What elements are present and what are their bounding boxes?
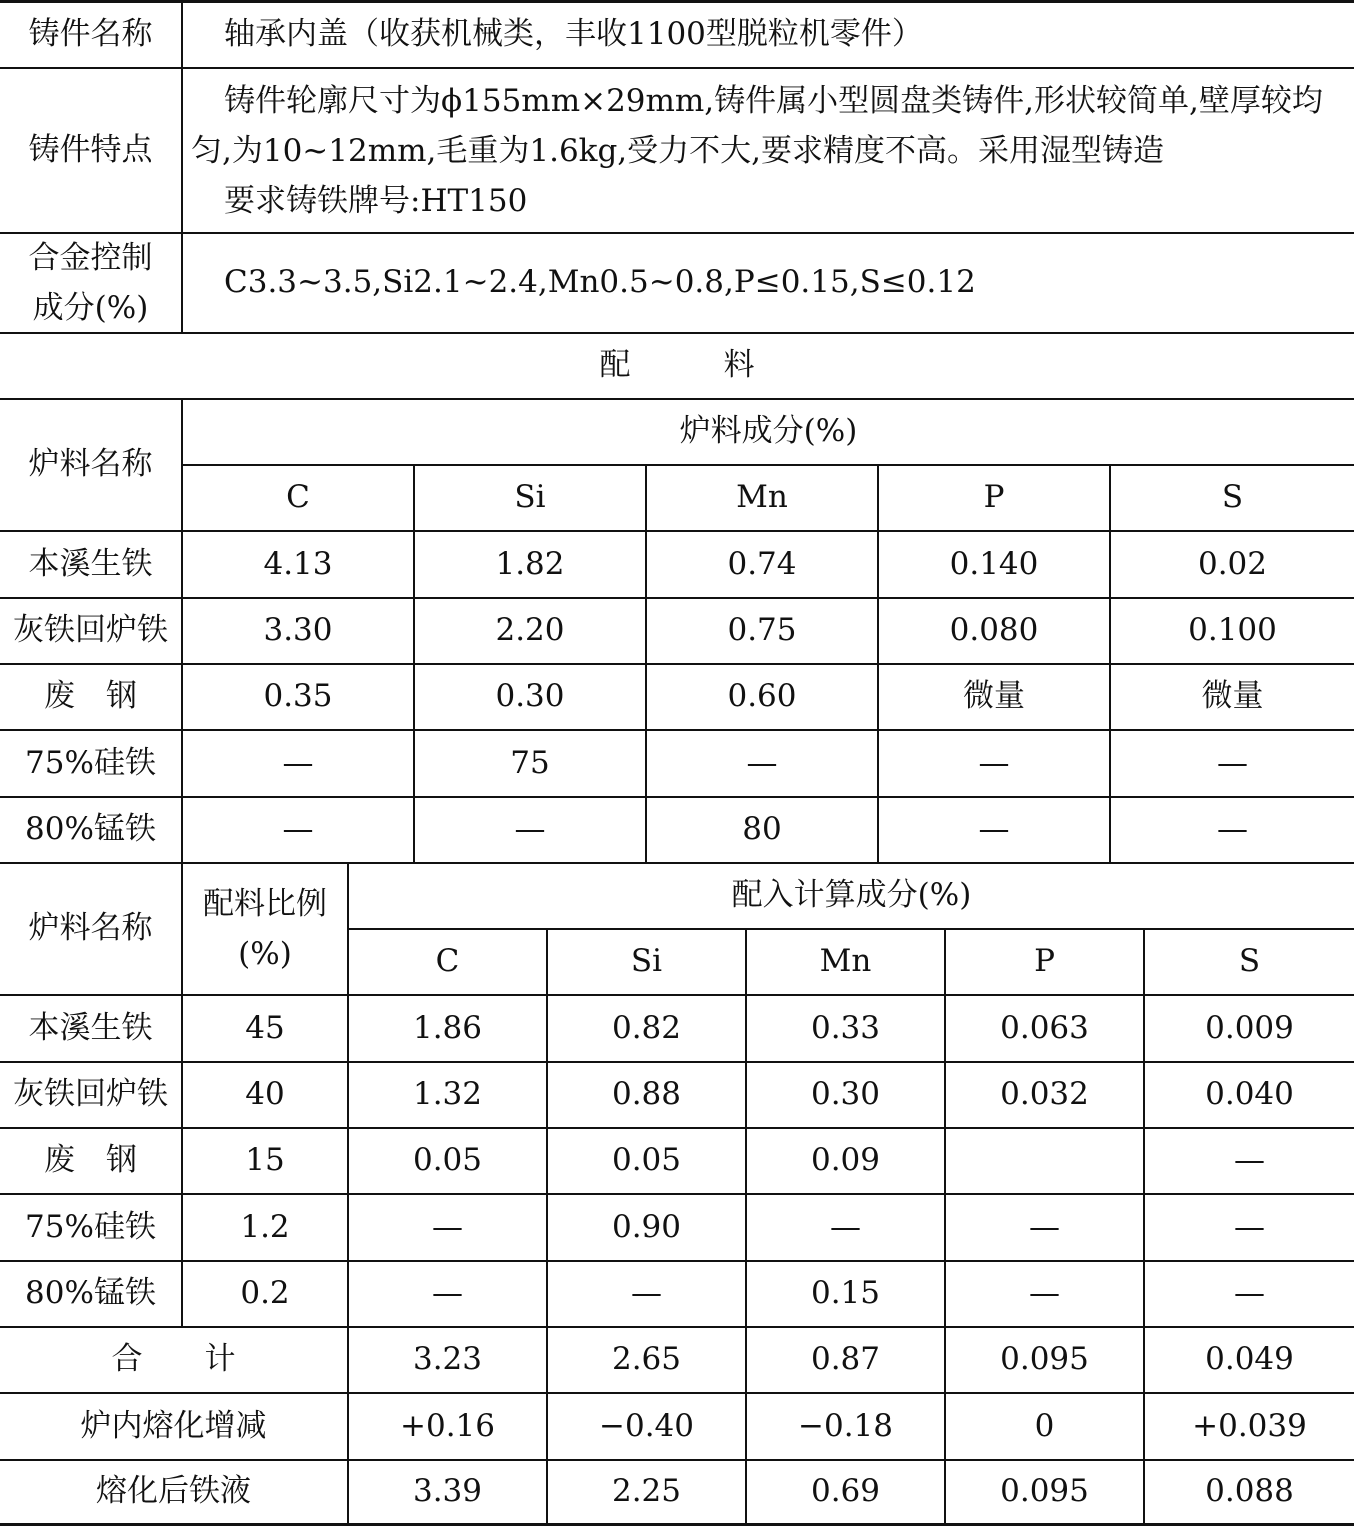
total-row-name: 合 计 <box>111 1341 236 1378</box>
calc-ratio-cell: 1.2 <box>240 1208 290 1245</box>
calc-ratio-header-line2: (%) <box>238 936 292 972</box>
calc-cell: — <box>432 1275 463 1312</box>
charge-cell: 2.20 <box>495 612 565 649</box>
calc-ratio-cell: 15 <box>245 1142 285 1179</box>
charge-cell: — <box>282 744 314 781</box>
alloy-value: C3.3~3.5,Si2.1~2.4,Mn0.5~0.8,P≤0.15,S≤0.12 <box>224 264 976 301</box>
charge-cell: 微量 <box>963 678 1025 715</box>
calc-cell: — <box>1029 1275 1060 1312</box>
calc-cell: — <box>631 1275 662 1312</box>
molten-iron-cell: 3.39 <box>412 1473 483 1510</box>
calc-cell: — <box>830 1208 861 1245</box>
total-cell: 0.049 <box>1205 1341 1294 1378</box>
casting-feature-label: 铸件特点 <box>28 131 153 168</box>
casting-feature-line1: 铸件轮廓尺寸为ϕ155mm×29mm,铸件属小型圆盘类铸件,形状较简单,壁厚较均匀,为10~12mm,毛重为1.6kg,受力不大,要求精度不高。采用湿型铸造 <box>191 83 1323 169</box>
charge-cell: 0.02 <box>1197 545 1268 582</box>
molten-iron-row-name: 熔化后铁液 <box>96 1473 251 1510</box>
casting-name-value: 轴承内盖（收获机械类，丰收1100型脱粒机零件） <box>224 16 923 53</box>
melt-change-row-name: 炉内熔化增减 <box>80 1407 267 1444</box>
charge-cell: 0.30 <box>495 678 565 715</box>
charge-comp-header: 炉料成分(%) <box>679 413 858 450</box>
calc-ratio-header <box>183 864 347 994</box>
calc-cell: 0.05 <box>611 1142 682 1179</box>
calc-cell: 0.30 <box>810 1076 881 1113</box>
calc-col-mn: Mn <box>819 943 872 980</box>
casting-feature-line2: 要求铸铁牌号:HT150 <box>224 183 528 219</box>
charge-cell: 0.74 <box>727 545 797 582</box>
rule <box>0 67 1354 69</box>
calc-col-c: C <box>435 943 460 980</box>
molten-iron-cell: 0.69 <box>810 1473 881 1510</box>
rule-bottom <box>0 1523 1354 1526</box>
calc-cell: — <box>1234 1208 1265 1245</box>
molten-iron-cell: 2.25 <box>611 1473 682 1510</box>
charge-cell: — <box>514 811 546 848</box>
charge-col-si: Si <box>514 479 546 516</box>
charge-row-name: 75%硅铁 <box>25 744 156 781</box>
charge-cell: — <box>746 744 778 781</box>
calc-cell: 0.09 <box>810 1142 881 1179</box>
calc-cell: 0.063 <box>1000 1009 1089 1046</box>
total-cell: 0.87 <box>810 1341 881 1378</box>
charge-cell: 0.080 <box>949 612 1039 649</box>
calc-cell: 0.032 <box>1000 1076 1089 1113</box>
calc-ratio-cell: 45 <box>245 1009 285 1046</box>
calc-ratio-header-line1: 配料比例 <box>203 886 327 922</box>
molten-iron-cell: 0.088 <box>1205 1473 1294 1510</box>
calc-row-name: 75%硅铁 <box>25 1208 156 1245</box>
charge-col-mn: Mn <box>736 479 788 516</box>
calc-col-s: S <box>1238 943 1261 980</box>
alloy-label-line1: 合金控制 <box>28 240 153 276</box>
calc-cell: 0.82 <box>611 1009 682 1046</box>
charge-cell: 75 <box>510 744 550 781</box>
casting-feature-text <box>191 76 1349 226</box>
calc-cell: 1.32 <box>412 1076 483 1113</box>
calc-cell: — <box>1029 1208 1060 1245</box>
rule-v <box>181 0 183 334</box>
calc-cell: — <box>432 1208 463 1245</box>
charge-cell: — <box>1217 744 1248 781</box>
calc-cell: 0.15 <box>810 1275 881 1312</box>
charge-col-c: C <box>286 479 310 516</box>
calc-cell: — <box>1234 1275 1265 1312</box>
calc-cell: 0.88 <box>611 1076 682 1113</box>
calc-ratio-cell: 0.2 <box>240 1275 290 1312</box>
calc-comp-header: 配入计算成分(%) <box>731 877 972 914</box>
melt-change-cell: −0.40 <box>599 1407 694 1444</box>
calc-col-p: P <box>1034 943 1055 980</box>
calc-cell: 0.90 <box>611 1208 682 1245</box>
section-title: 配 料 <box>599 347 755 384</box>
melt-change-cell: −0.18 <box>798 1407 893 1444</box>
charge-cell: 4.13 <box>263 545 333 582</box>
charge-col-p: P <box>983 479 1005 516</box>
charge-cell: — <box>978 811 1010 848</box>
calc-row-name: 80%锰铁 <box>25 1275 156 1312</box>
calc-row-name: 本溪生铁 <box>28 1009 153 1046</box>
calc-cell: 0.05 <box>412 1142 483 1179</box>
charge-cell: 0.100 <box>1188 612 1277 649</box>
calc-cell: 1.86 <box>412 1009 483 1046</box>
casting-name-label: 铸件名称 <box>28 16 153 53</box>
total-cell: 0.095 <box>1000 1341 1089 1378</box>
charge-cell: 微量 <box>1201 678 1264 715</box>
melt-change-cell: +0.039 <box>1192 1407 1307 1444</box>
charge-cell: 80 <box>742 811 782 848</box>
charge-row-name: 80%锰铁 <box>25 811 156 848</box>
alloy-label-line2: 成分(%) <box>32 290 149 326</box>
calc-row-name: 废 钢 <box>44 1142 137 1179</box>
charge-col-s: S <box>1221 479 1244 516</box>
calc-col-si: Si <box>630 943 663 980</box>
charge-cell: — <box>978 744 1010 781</box>
calc-cell: — <box>1234 1142 1265 1179</box>
charge-name-header: 炉料名称 <box>28 446 153 483</box>
total-cell: 2.65 <box>611 1341 682 1378</box>
calc-cell <box>946 1129 1143 1193</box>
calc-ratio-cell: 40 <box>245 1076 285 1113</box>
charge-cell: 0.75 <box>727 612 797 649</box>
calc-row-name: 灰铁回炉铁 <box>13 1076 168 1113</box>
charge-row-name: 本溪生铁 <box>28 545 153 582</box>
melt-change-cell: 0 <box>1034 1407 1055 1444</box>
charge-cell: 1.82 <box>495 545 565 582</box>
charge-cell: 3.30 <box>263 612 333 649</box>
charge-cell: — <box>282 811 314 848</box>
calc-name-header: 炉料名称 <box>28 910 153 947</box>
charge-cell: 0.60 <box>727 678 797 715</box>
charge-row-name: 废 钢 <box>44 678 137 715</box>
total-cell: 3.23 <box>412 1341 483 1378</box>
charge-cell: 0.140 <box>949 545 1039 582</box>
molten-iron-cell: 0.095 <box>1000 1473 1089 1510</box>
charge-row-name: 灰铁回炉铁 <box>13 612 168 649</box>
calc-cell: 0.33 <box>810 1009 881 1046</box>
calc-cell: 0.040 <box>1205 1076 1294 1113</box>
calc-cell: 0.009 <box>1205 1009 1294 1046</box>
alloy-label <box>0 234 181 332</box>
charge-cell: — <box>1217 811 1248 848</box>
charge-cell: 0.35 <box>263 678 333 715</box>
melt-change-cell: +0.16 <box>400 1407 495 1444</box>
